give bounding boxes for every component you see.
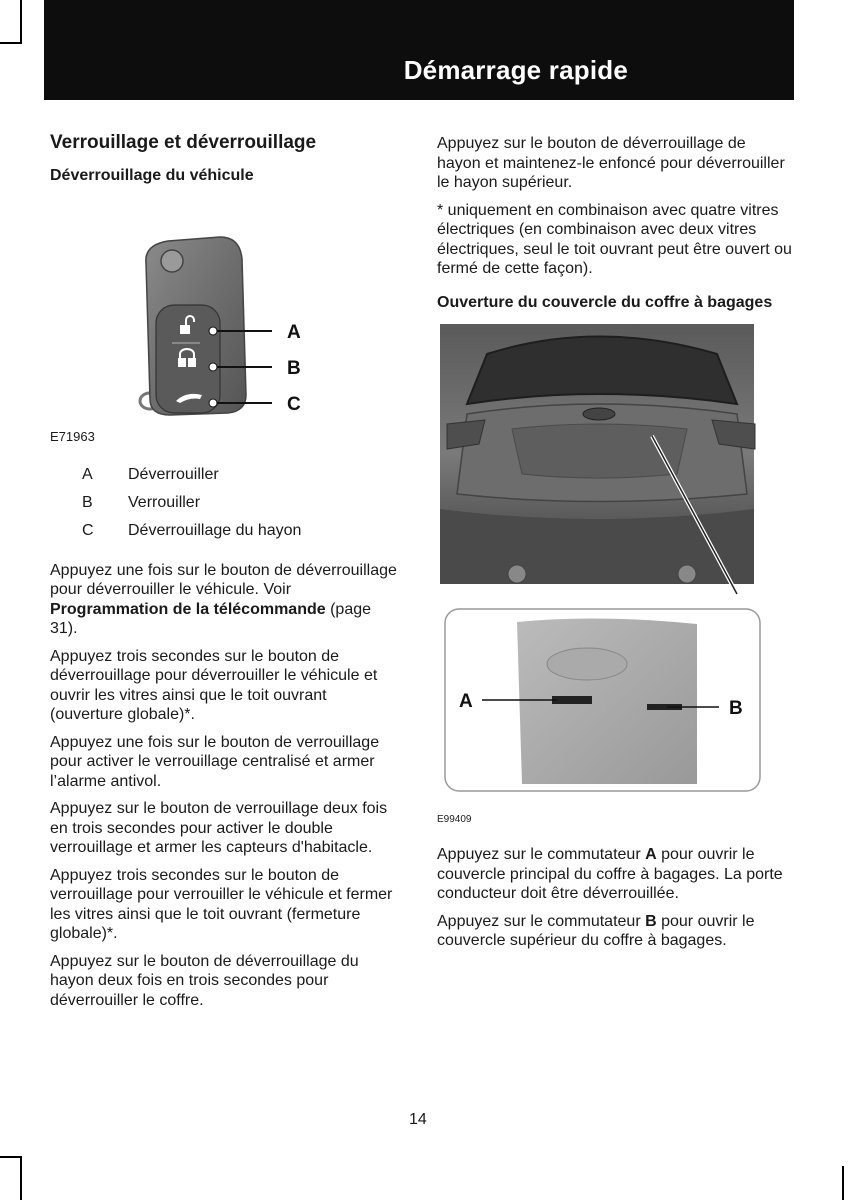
paragraph-lock-once: Appuyez une fois sur le bouton de verrouillage pour activer le verrouillage centralisé et armer l’alarme antivol. xyxy=(50,733,380,790)
paragraph-unlock-once xyxy=(50,561,402,639)
subsection-title-unlock: Déverrouillage du véhicule xyxy=(50,167,254,184)
parking-sensor xyxy=(508,565,526,583)
paragraph-tailgate-unlock: Appuyez sur le bouton de déverrouillage du hayon deux fois en trois secondes pour déverrouiller le coffre. xyxy=(50,952,359,1009)
unlock-icon xyxy=(180,325,190,334)
crop-mark-top-left-h xyxy=(0,42,22,44)
paragraph-text: Appuyez sur le commutateur xyxy=(437,912,646,930)
paragraph-text: (page 31). xyxy=(50,600,372,637)
paragraph-global-closing: Appuyez trois secondes sur le bouton de verrouillage pour verrouiller le véhicule et fermer les vitres ainsi que le toit ouvrant (fermeture globale)*. xyxy=(50,866,393,942)
paragraph-text: pour ouvrir le couvercle supérieur du coffre à bagages. xyxy=(437,912,755,949)
callout-legend xyxy=(50,461,402,545)
cross-reference-link[interactable]: Programmation de la télécommande xyxy=(50,600,326,618)
paragraph-upper-tailgate: Appuyez sur le bouton de déverrouillage de hayon et maintenez-le enfoncé pour déverrouiller le hayon supérieur. xyxy=(437,135,785,191)
crop-mark-bottom-left-h xyxy=(0,1156,22,1158)
left-column xyxy=(50,132,402,1018)
paragraph-global-opening: Appuyez trois secondes sur le bouton de déverrouillage pour déverrouiller le véhicule et ouvrir les vitres ainsi que le toit ouvrant (ouverture globale)*. xyxy=(50,647,378,723)
switch-label: B xyxy=(645,912,657,930)
legend-row xyxy=(50,461,402,489)
legend-letter: B xyxy=(82,493,93,511)
section-title: Verrouillage et déverrouillage xyxy=(50,132,317,153)
parking-sensor xyxy=(678,565,696,583)
legend-row xyxy=(50,517,402,545)
switch-a xyxy=(552,696,592,704)
callout-label-b: B xyxy=(729,697,743,719)
legend-letter: A xyxy=(82,465,93,483)
chapter-title: Démarrage rapide xyxy=(403,55,628,85)
crop-mark-top-left-v xyxy=(20,0,22,44)
figure-caption-trunk: E99409 xyxy=(437,813,472,825)
callout-dot-b xyxy=(209,363,217,371)
switch-label: A xyxy=(645,846,657,863)
detail-inset-photo xyxy=(517,618,697,784)
callout-label-a: A xyxy=(459,690,473,712)
callout-label-b: B xyxy=(287,358,301,379)
crop-mark-bottom-left-v xyxy=(20,1156,22,1200)
subsection-title-trunk: Ouverture du couvercle du coffre à bagages xyxy=(437,293,773,311)
legend-letter: C xyxy=(82,521,94,539)
paragraph-switch-b xyxy=(437,912,792,951)
right-column xyxy=(437,134,792,959)
paragraph-text: Appuyez sur le commutateur xyxy=(437,846,646,863)
paragraph-double-lock: Appuyez sur le bouton de verrouillage deux fois en trois secondes pour activer le double verrouillage et armer les capteurs d'habitacle. xyxy=(50,800,388,856)
paragraph-switch-a xyxy=(437,845,792,904)
callout-dot-a xyxy=(209,327,217,335)
paragraph-text: pour ouvrir le couvercle principal du coffre à bagages. La porte conducteur doit être déverrouillée. xyxy=(437,846,783,902)
lock-icon xyxy=(178,358,186,367)
paragraph-footnote: * uniquement en combinaison avec quatre vitres électriques (en combinaison avec deux vitres électriques, seul le toit ouvrant peut être ouvert ou fermé de cette façon). xyxy=(437,201,792,277)
key-fob-figure xyxy=(50,205,402,427)
legend-row xyxy=(50,489,402,517)
crop-mark-bottom-right-v xyxy=(842,1166,844,1200)
key-fob-illustration xyxy=(50,205,402,427)
callout-label-c: C xyxy=(287,394,301,415)
badge-detail xyxy=(547,648,627,680)
lock-icon-2 xyxy=(188,358,196,367)
legend-text: Verrouiller xyxy=(128,493,201,511)
trunk-figure xyxy=(437,324,767,804)
key-release-button xyxy=(161,250,183,272)
page-number: 14 xyxy=(409,1111,427,1128)
legend-text: Déverrouillage du hayon xyxy=(128,521,302,539)
callout-dot-c xyxy=(209,399,217,407)
car-rear-illustration xyxy=(437,324,767,804)
brand-badge xyxy=(583,408,615,420)
callout-label-a: A xyxy=(287,322,301,343)
figure-caption-key: E71963 xyxy=(50,429,95,444)
paragraph-text: Appuyez une fois sur le bouton de déverrouillage pour déverrouiller le véhicule. Voir xyxy=(50,561,397,598)
rear-bumper xyxy=(440,509,754,584)
legend-text: Déverrouiller xyxy=(128,465,219,483)
